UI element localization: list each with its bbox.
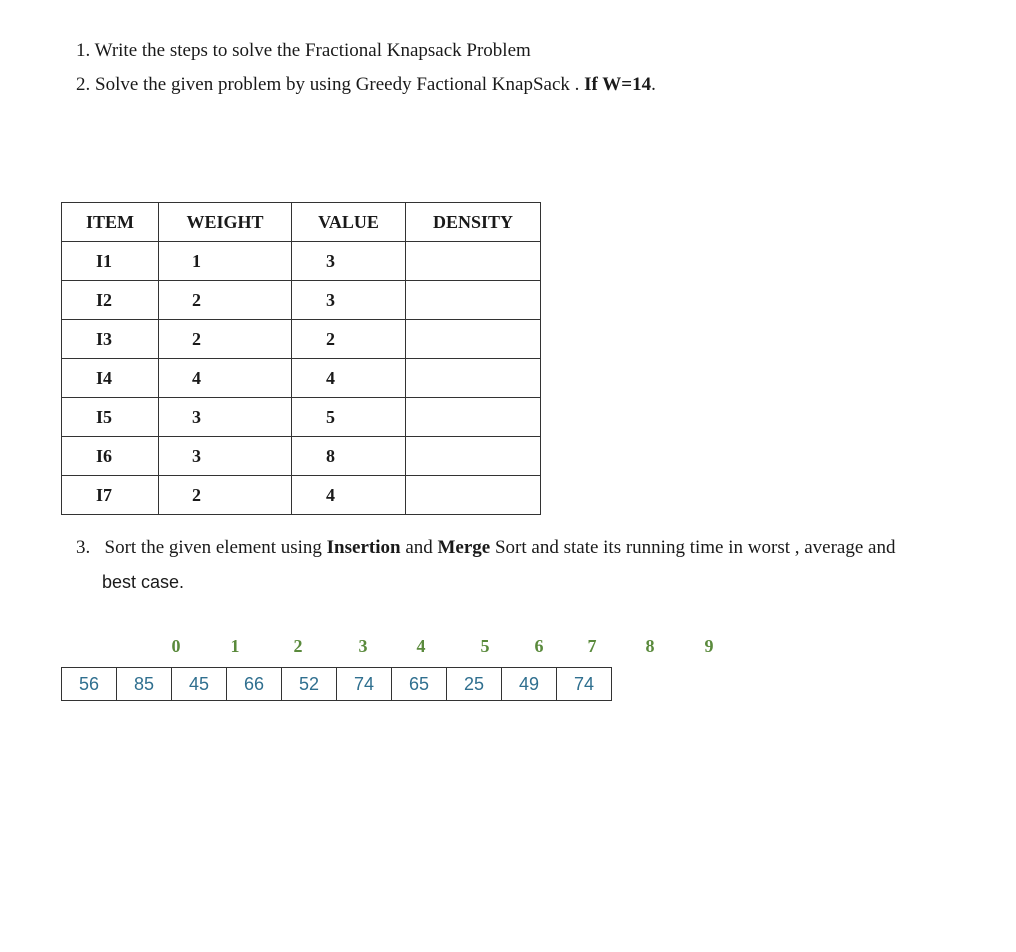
question-3-line-2: best case.	[102, 572, 185, 592]
cell-value: 3	[292, 281, 406, 320]
array-index: 1	[230, 636, 240, 656]
array-cell: 52	[282, 668, 337, 701]
array-cell: 85	[117, 668, 172, 701]
array-values-table	[61, 667, 612, 701]
cell-weight: 2	[159, 476, 292, 515]
cell-item: I5	[62, 398, 159, 437]
knapsack-table	[61, 202, 541, 515]
question-3-merge: Merge	[437, 537, 491, 558]
table-row	[62, 320, 541, 359]
table-row	[62, 398, 541, 437]
table-header-row	[62, 203, 541, 242]
table-row	[62, 242, 541, 281]
cell-weight: 1	[159, 242, 292, 281]
array-index: 8	[645, 636, 655, 656]
question-1: 1. Write the steps to solve the Fractional Knapsack Problem	[76, 40, 531, 61]
cell-value: 2	[292, 320, 406, 359]
question-2-capacity: If W=14	[584, 74, 652, 95]
cell-item: I4	[62, 359, 159, 398]
array-index: 4	[416, 636, 426, 656]
question-3-text-a: Sort the given element using	[104, 537, 327, 558]
cell-density	[406, 359, 541, 398]
cell-density	[406, 242, 541, 281]
array-index: 5	[480, 636, 490, 656]
array-values-row	[62, 668, 612, 701]
cell-item: I2	[62, 281, 159, 320]
table-row	[62, 359, 541, 398]
question-2-text: 2. Solve the given problem by using Greedy Factional KnapSack .	[76, 74, 585, 95]
cell-density	[406, 320, 541, 359]
array-index: 9	[704, 636, 714, 656]
cell-item: I1	[62, 242, 159, 281]
cell-item: I6	[62, 437, 159, 476]
cell-item: I3	[62, 320, 159, 359]
table-row	[62, 437, 541, 476]
cell-weight: 2	[159, 320, 292, 359]
header-item: ITEM	[62, 203, 159, 242]
cell-value: 5	[292, 398, 406, 437]
cell-value: 8	[292, 437, 406, 476]
question-3-text-c: Sort and state its running time in worst , average and	[490, 537, 896, 558]
header-value: VALUE	[292, 203, 406, 242]
array-cell: 65	[392, 668, 447, 701]
cell-density	[406, 281, 541, 320]
array-cell: 25	[447, 668, 502, 701]
table-row	[62, 476, 541, 515]
array-cell: 56	[62, 668, 117, 701]
array-index: 2	[293, 636, 303, 656]
array-index: 0	[171, 636, 181, 656]
question-3-number: 3.	[76, 537, 91, 558]
cell-weight: 3	[159, 437, 292, 476]
array-index: 7	[587, 636, 597, 656]
table-row	[62, 281, 541, 320]
question-2	[76, 73, 656, 97]
array-cell: 74	[337, 668, 392, 701]
array-cell: 45	[172, 668, 227, 701]
array-cell: 49	[502, 668, 557, 701]
header-density: DENSITY	[406, 203, 541, 242]
cell-weight: 3	[159, 398, 292, 437]
cell-value: 4	[292, 359, 406, 398]
cell-value: 3	[292, 242, 406, 281]
array-cell: 74	[557, 668, 612, 701]
cell-item: I7	[62, 476, 159, 515]
question-3	[76, 536, 895, 560]
array-cell: 66	[227, 668, 282, 701]
array-index: 6	[534, 636, 544, 656]
header-weight: WEIGHT	[159, 203, 292, 242]
cell-value: 4	[292, 476, 406, 515]
question-2-end: .	[651, 74, 656, 95]
cell-density	[406, 437, 541, 476]
question-3-insertion: Insertion	[326, 537, 401, 558]
cell-density	[406, 476, 541, 515]
question-3-text-b: and	[400, 537, 438, 558]
cell-weight: 4	[159, 359, 292, 398]
cell-weight: 2	[159, 281, 292, 320]
cell-density	[406, 398, 541, 437]
array-index: 3	[358, 636, 368, 656]
